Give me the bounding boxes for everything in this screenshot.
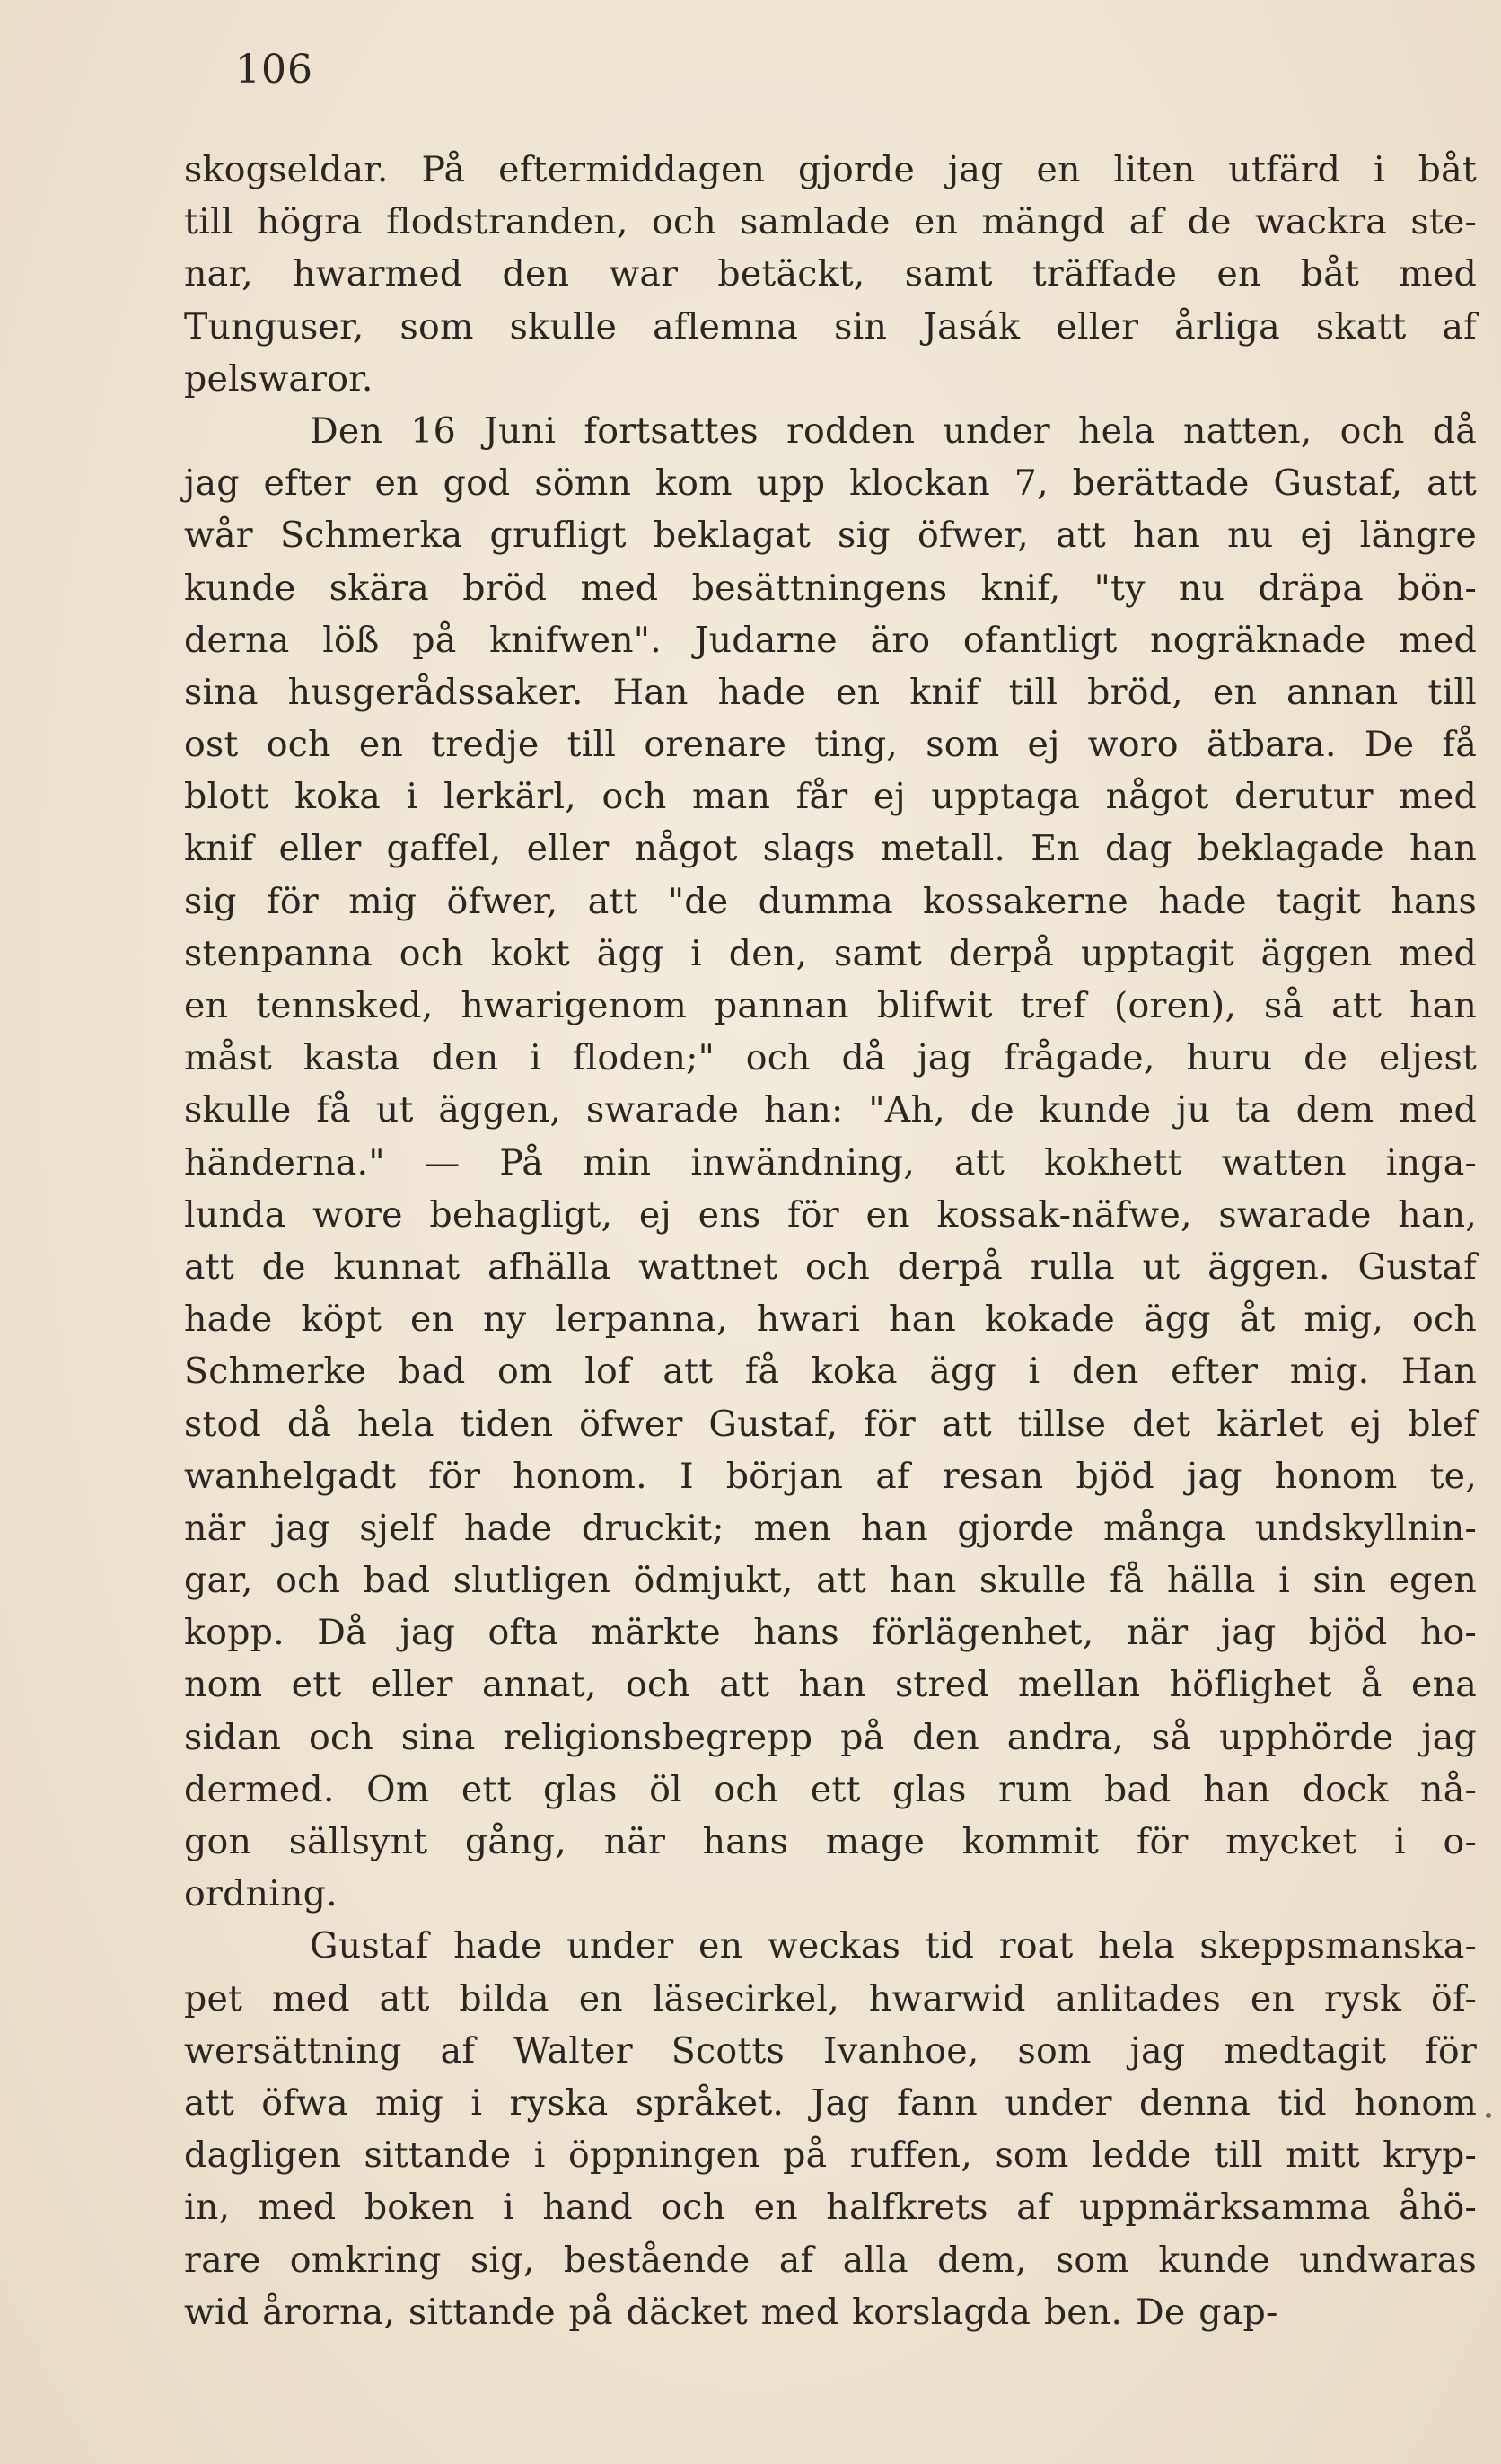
text-line: gon sällsynt gång, när hans mage kommit för mycket i o- (184, 1821, 1477, 1862)
text-line: skogseldar. På eftermiddagen gjorde jag en liten utfärd i båt (184, 149, 1477, 190)
text-line: Tunguser, som skulle aflemna sin Jasák eller årliga skatt af (184, 305, 1477, 348)
text-line: dagligen sittande i öppningen på ruffen, som ledde till mitt kryp- (184, 2134, 1477, 2177)
paragraph (184, 144, 1477, 405)
text-line: lunda wore behagligt, ej ens för en kossak-näfwe, swarade han, (184, 1193, 1477, 1236)
text-line: gar, och bad slutligen ödmjukt, att han skulle få hälla i sin egen (184, 1560, 1477, 1602)
text-line: in, med boken i hand och en halfkrets af uppmärksamma åhö- (184, 2187, 1477, 2229)
text-line: kunde skära bröd med besättningens knif, "ty nu dräpa bön- (184, 567, 1477, 609)
text-line: rare omkring sig, bestående af alla dem, som kunde undwaras (184, 2239, 1477, 2281)
margin-dot (1486, 2113, 1491, 2118)
text-line: en tennsked, hwarigenom pannan blifwit tref (oren), så att han (184, 985, 1477, 1026)
paragraph (184, 405, 1477, 1920)
text-line: Schmerke bad om lof att få koka ägg i den efter mig. Han (184, 1351, 1477, 1393)
text-line: nom ett eller annat, och att han stred mellan höflighet å ena (184, 1664, 1477, 1706)
text-line: wår Schmerka grufligt beklagat sig öfwer, att han nu ej längre (184, 515, 1477, 557)
paragraph (184, 1920, 1477, 2338)
text-line: blott koka i lerkärl, och man får ej upptaga något derutur med (184, 776, 1477, 818)
text-line: Den 16 Juni fortsattes rodden under hela natten, och då (310, 409, 1477, 452)
text-line: stod då hela tiden öfwer Gustaf, för att tillse det kärlet ej blef (184, 1403, 1477, 1445)
text-line: Gustaf hade under en weckas tid roat hela skeppsmanska- (310, 1925, 1477, 1967)
text-line: wanhelgadt för honom. I början af resan bjöd jag honom te, (184, 1455, 1477, 1497)
text-line: derna löß på knifwen". Judarne äro ofantligt nogräknade med (184, 619, 1477, 661)
text-line: händerna." — På min inwändning, att kokhett watten inga- (184, 1141, 1477, 1184)
text-line: hade köpt en ny lerpanna, hwari han kokade ägg åt mig, och (184, 1298, 1477, 1341)
text-line: sidan och sina religionsbegrepp på den andra, så upphörde jag (184, 1716, 1477, 1758)
text-line: att de kunnat afhälla wattnet och derpå rulla ut äggen. Gustaf (184, 1245, 1477, 1288)
text-line: pet med att bilda en läsecirkel, hwarwid anlitades en rysk öf- (184, 1977, 1477, 2020)
text-line: sig för mig öfwer, att "de dumma kossakerne hade tagit hans (184, 880, 1477, 922)
text-line: ordning. (184, 1873, 338, 1915)
text-line: skulle få ut äggen, swarade han: "Ah, de kunde ju ta dem med (184, 1089, 1477, 1131)
text-line: nar, hwarmed den war betäckt, samt träffade en båt med (184, 253, 1477, 295)
page-number: 106 (235, 47, 313, 92)
body-text (184, 144, 1477, 2338)
text-line: wid årorna, sittande på däcket med korslagda ben. De gap- (184, 2291, 1278, 2333)
text-line: när jag sjelf hade druckit; men han gjorde många undskyllnin- (184, 1507, 1477, 1549)
text-line: wersättning af Walter Scotts Ivanhoe, som jag medtagit för (184, 2029, 1477, 2072)
text-line: ost och en tredje till orenare ting, som ej woro ätbara. De få (184, 724, 1477, 766)
text-line: dermed. Om ett glas öl och ett glas rum bad han dock nå- (184, 1768, 1477, 1810)
text-line: måst kasta den i floden;" och då jag frågade, huru de eljest (184, 1037, 1477, 1079)
text-line: till högra flodstranden, och samlade en mängd af de wackra ste- (184, 201, 1477, 243)
text-line: jag efter en god sömn kom upp klockan 7, berättade Gustaf, att (184, 462, 1477, 505)
text-line: stenpanna och kokt ägg i den, samt derpå upptagit äggen med (184, 932, 1477, 974)
text-line: knif eller gaffel, eller något slags metall. En dag beklagade han (184, 828, 1477, 870)
text-line: kopp. Då jag ofta märkte hans förlägenhet, när jag bjöd ho- (184, 1612, 1477, 1654)
text-line: sina husgerådssaker. Han hade en knif till bröd, en annan till (184, 671, 1477, 713)
text-line: att öfwa mig i ryska språket. Jag fann under denna tid honom (184, 2081, 1477, 2124)
text-line: pelswaror. (184, 357, 373, 400)
